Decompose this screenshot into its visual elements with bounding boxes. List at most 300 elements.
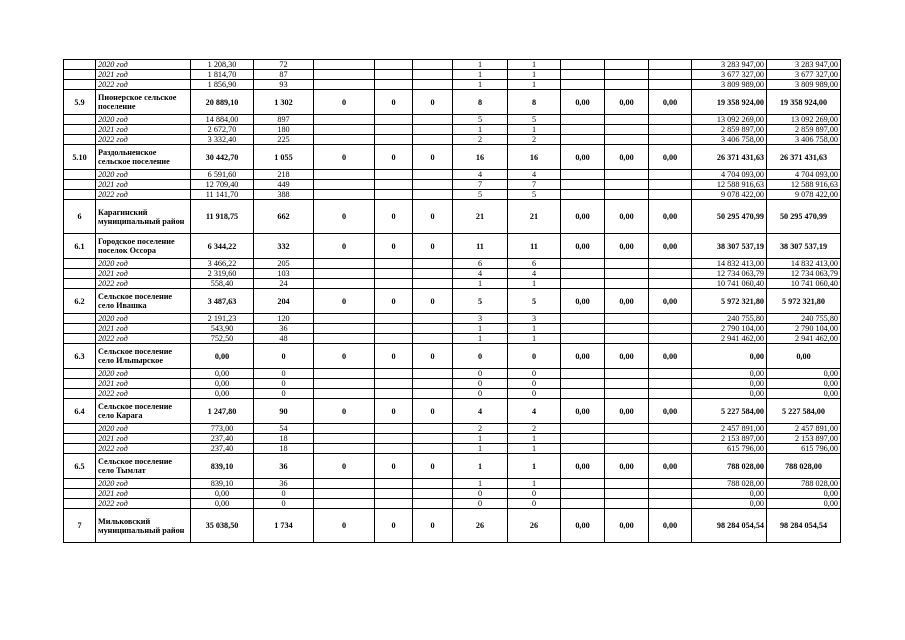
count-b-value: 16	[508, 145, 561, 170]
row-name: 2020 год	[96, 314, 191, 324]
col-7-value	[413, 334, 453, 344]
area-value: 0,00	[191, 389, 254, 399]
amount-a-value	[561, 389, 605, 399]
amount-a-value: 0,00	[561, 90, 605, 115]
area-value: 237,40	[191, 434, 254, 444]
col-7-value	[413, 70, 453, 80]
amount-b-value: 0,00	[605, 145, 649, 170]
amount-c-value	[649, 115, 692, 125]
count-b-value: 0	[508, 344, 561, 369]
population-value: 87	[254, 70, 314, 80]
col-7-value	[413, 190, 453, 200]
total-a-value: 2 790 104,00	[692, 324, 767, 334]
total-b-value: 5 972 321,80	[767, 289, 841, 314]
col-6-value	[375, 279, 413, 289]
count-b-value: 1	[508, 125, 561, 135]
total-b-value: 3 809 989,00	[767, 80, 841, 90]
area-value: 237,40	[191, 444, 254, 454]
col-6-value	[375, 70, 413, 80]
col-6-value	[375, 60, 413, 70]
row-number	[64, 279, 96, 289]
row-name: 2022 год	[96, 190, 191, 200]
total-a-value: 788 028,00	[692, 454, 767, 479]
amount-a-value	[561, 125, 605, 135]
area-value: 14 884,00	[191, 115, 254, 125]
count-b-value: 0	[508, 369, 561, 379]
population-value: 18	[254, 434, 314, 444]
col-6-value: 0	[375, 509, 413, 543]
total-b-value: 98 284 054,54	[767, 509, 841, 543]
amount-a-value: 0,00	[561, 234, 605, 259]
col-6-value	[375, 324, 413, 334]
col-7-value	[413, 125, 453, 135]
table-row-summary	[64, 234, 841, 259]
col-6-value: 0	[375, 454, 413, 479]
count-b-value: 2	[508, 135, 561, 145]
count-b-value: 0	[508, 499, 561, 509]
table-row-year	[64, 334, 841, 344]
amount-b-value	[605, 389, 649, 399]
col-5-value	[314, 389, 375, 399]
total-a-value: 615 796,00	[692, 444, 767, 454]
total-b-value: 3 283 947,00	[767, 60, 841, 70]
count-a-value: 5	[453, 115, 508, 125]
amount-a-value	[561, 444, 605, 454]
col-5-value	[314, 125, 375, 135]
area-value: 0,00	[191, 499, 254, 509]
total-b-value: 0,00	[767, 344, 841, 369]
table-row-year	[64, 60, 841, 70]
total-a-value: 0,00	[692, 489, 767, 499]
amount-b-value	[605, 379, 649, 389]
total-a-value: 788 028,00	[692, 479, 767, 489]
col-7-value: 0	[413, 509, 453, 543]
count-a-value: 2	[453, 424, 508, 434]
table-row-year	[64, 424, 841, 434]
count-b-value: 1	[508, 454, 561, 479]
amount-b-value: 0,00	[605, 344, 649, 369]
total-b-value: 9 078 422,00	[767, 190, 841, 200]
count-b-value: 4	[508, 269, 561, 279]
row-number	[64, 170, 96, 180]
total-b-value: 2 790 104,00	[767, 324, 841, 334]
row-number: 6.5	[64, 454, 96, 479]
total-a-value: 19 358 924,00	[692, 90, 767, 115]
population-value: 1 055	[254, 145, 314, 170]
col-6-value: 0	[375, 234, 413, 259]
count-b-value: 1	[508, 80, 561, 90]
amount-c-value	[649, 170, 692, 180]
row-name: 2020 год	[96, 369, 191, 379]
col-5-value: 0	[314, 90, 375, 115]
area-value: 3 487,63	[191, 289, 254, 314]
col-6-value	[375, 80, 413, 90]
amount-c-value: 0,00	[649, 454, 692, 479]
count-a-value: 7	[453, 180, 508, 190]
area-value: 773,00	[191, 424, 254, 434]
population-value: 0	[254, 499, 314, 509]
count-a-value: 6	[453, 259, 508, 269]
population-value: 332	[254, 234, 314, 259]
row-name: 2021 год	[96, 489, 191, 499]
amount-a-value	[561, 369, 605, 379]
amount-c-value	[649, 499, 692, 509]
count-a-value: 1	[453, 70, 508, 80]
col-5-value	[314, 279, 375, 289]
amount-c-value	[649, 424, 692, 434]
count-b-value: 11	[508, 234, 561, 259]
amount-c-value	[649, 180, 692, 190]
amount-a-value	[561, 334, 605, 344]
row-number	[64, 190, 96, 200]
amount-b-value	[605, 489, 649, 499]
population-value: 24	[254, 279, 314, 289]
count-a-value: 21	[453, 200, 508, 234]
amount-b-value	[605, 190, 649, 200]
col-7-value: 0	[413, 454, 453, 479]
col-5-value	[314, 180, 375, 190]
area-value: 0,00	[191, 379, 254, 389]
table-row-year	[64, 115, 841, 125]
total-b-value: 2 457 891,00	[767, 424, 841, 434]
data-table	[63, 59, 841, 543]
population-value: 103	[254, 269, 314, 279]
amount-a-value	[561, 135, 605, 145]
area-value: 3 466,22	[191, 259, 254, 269]
row-name: 2020 год	[96, 170, 191, 180]
col-5-value	[314, 489, 375, 499]
col-7-value	[413, 170, 453, 180]
total-a-value: 9 078 422,00	[692, 190, 767, 200]
area-value: 1 856,90	[191, 80, 254, 90]
total-a-value: 26 371 431,63	[692, 145, 767, 170]
total-b-value: 3 406 758,00	[767, 135, 841, 145]
amount-a-value: 0,00	[561, 145, 605, 170]
amount-b-value: 0,00	[605, 90, 649, 115]
amount-a-value	[561, 489, 605, 499]
col-7-value: 0	[413, 200, 453, 234]
count-a-value: 16	[453, 145, 508, 170]
total-b-value: 0,00	[767, 369, 841, 379]
total-b-value: 19 358 924,00	[767, 90, 841, 115]
population-value: 90	[254, 399, 314, 424]
amount-b-value	[605, 80, 649, 90]
col-6-value	[375, 135, 413, 145]
amount-b-value	[605, 170, 649, 180]
col-7-value	[413, 489, 453, 499]
col-6-value	[375, 170, 413, 180]
row-number	[64, 499, 96, 509]
amount-b-value	[605, 369, 649, 379]
count-b-value: 5	[508, 115, 561, 125]
col-5-value	[314, 369, 375, 379]
col-7-value	[413, 479, 453, 489]
count-b-value: 1	[508, 479, 561, 489]
col-6-value: 0	[375, 145, 413, 170]
count-b-value: 2	[508, 424, 561, 434]
count-a-value: 1	[453, 444, 508, 454]
row-number: 6.4	[64, 399, 96, 424]
total-a-value: 3 406 758,00	[692, 135, 767, 145]
col-7-value	[413, 434, 453, 444]
total-a-value: 0,00	[692, 389, 767, 399]
amount-c-value: 0,00	[649, 145, 692, 170]
area-value: 543,90	[191, 324, 254, 334]
area-value: 30 442,70	[191, 145, 254, 170]
col-5-value	[314, 269, 375, 279]
col-7-value: 0	[413, 145, 453, 170]
row-name: 2021 год	[96, 379, 191, 389]
count-a-value: 0	[453, 499, 508, 509]
row-name: 2022 год	[96, 279, 191, 289]
table-row-summary	[64, 289, 841, 314]
count-b-value: 1	[508, 444, 561, 454]
row-number	[64, 434, 96, 444]
row-number	[64, 80, 96, 90]
row-number	[64, 60, 96, 70]
table-row-year	[64, 379, 841, 389]
amount-a-value	[561, 180, 605, 190]
col-5-value: 0	[314, 234, 375, 259]
amount-a-value	[561, 190, 605, 200]
amount-b-value	[605, 424, 649, 434]
row-name: 2021 год	[96, 180, 191, 190]
area-value: 558,40	[191, 279, 254, 289]
total-b-value: 0,00	[767, 499, 841, 509]
col-5-value: 0	[314, 454, 375, 479]
area-value: 752,50	[191, 334, 254, 344]
table-row-year	[64, 190, 841, 200]
col-5-value	[314, 115, 375, 125]
col-6-value	[375, 190, 413, 200]
count-a-value: 1	[453, 434, 508, 444]
area-value: 0,00	[191, 489, 254, 499]
col-7-value: 0	[413, 344, 453, 369]
total-b-value: 0,00	[767, 489, 841, 499]
amount-a-value	[561, 170, 605, 180]
count-a-value: 11	[453, 234, 508, 259]
row-number	[64, 489, 96, 499]
count-b-value: 1	[508, 60, 561, 70]
row-name: Сельское поселение село Тымлат	[96, 454, 191, 479]
row-name: Карагинский муниципальный район	[96, 200, 191, 234]
count-b-value: 26	[508, 509, 561, 543]
row-name: 2022 год	[96, 135, 191, 145]
area-value: 3 332,40	[191, 135, 254, 145]
total-b-value: 615 796,00	[767, 444, 841, 454]
col-7-value	[413, 115, 453, 125]
total-a-value: 38 307 537,19	[692, 234, 767, 259]
population-value: 36	[254, 324, 314, 334]
population-value: 120	[254, 314, 314, 324]
population-value: 218	[254, 170, 314, 180]
population-value: 0	[254, 344, 314, 369]
amount-a-value	[561, 269, 605, 279]
count-b-value: 6	[508, 259, 561, 269]
amount-c-value: 0,00	[649, 289, 692, 314]
population-value: 0	[254, 369, 314, 379]
amount-a-value: 0,00	[561, 289, 605, 314]
col-5-value	[314, 314, 375, 324]
population-value: 0	[254, 489, 314, 499]
area-value: 1 208,30	[191, 60, 254, 70]
population-value: 18	[254, 444, 314, 454]
count-a-value: 1	[453, 60, 508, 70]
amount-c-value	[649, 259, 692, 269]
population-value: 36	[254, 479, 314, 489]
amount-c-value	[649, 489, 692, 499]
amount-a-value	[561, 424, 605, 434]
count-a-value: 0	[453, 389, 508, 399]
row-name: 2022 год	[96, 80, 191, 90]
amount-a-value	[561, 499, 605, 509]
amount-c-value	[649, 334, 692, 344]
total-a-value: 0,00	[692, 344, 767, 369]
amount-b-value	[605, 115, 649, 125]
col-6-value	[375, 259, 413, 269]
count-b-value: 1	[508, 434, 561, 444]
count-b-value: 1	[508, 324, 561, 334]
count-b-value: 1	[508, 279, 561, 289]
area-value: 11 918,75	[191, 200, 254, 234]
col-6-value	[375, 115, 413, 125]
amount-c-value	[649, 369, 692, 379]
total-b-value: 788 028,00	[767, 454, 841, 479]
amount-b-value: 0,00	[605, 200, 649, 234]
amount-c-value	[649, 80, 692, 90]
total-a-value: 10 741 060,40	[692, 279, 767, 289]
total-a-value: 0,00	[692, 499, 767, 509]
col-6-value	[375, 444, 413, 454]
amount-b-value: 0,00	[605, 234, 649, 259]
amount-a-value	[561, 379, 605, 389]
count-a-value: 4	[453, 399, 508, 424]
count-a-value: 5	[453, 190, 508, 200]
table-row-year	[64, 180, 841, 190]
table-body	[64, 60, 841, 543]
row-number	[64, 369, 96, 379]
amount-b-value	[605, 259, 649, 269]
population-value: 205	[254, 259, 314, 269]
amount-b-value	[605, 279, 649, 289]
row-number: 6.2	[64, 289, 96, 314]
total-a-value: 3 283 947,00	[692, 60, 767, 70]
count-a-value: 4	[453, 170, 508, 180]
row-name: 2021 год	[96, 125, 191, 135]
total-a-value: 14 832 413,00	[692, 259, 767, 269]
col-7-value	[413, 180, 453, 190]
col-7-value: 0	[413, 90, 453, 115]
amount-c-value	[649, 60, 692, 70]
population-value: 449	[254, 180, 314, 190]
table-row-year	[64, 434, 841, 444]
amount-b-value	[605, 479, 649, 489]
area-value: 0,00	[191, 344, 254, 369]
col-7-value	[413, 444, 453, 454]
col-7-value	[413, 314, 453, 324]
row-name: 2020 год	[96, 259, 191, 269]
table-row-summary	[64, 399, 841, 424]
table-row-year	[64, 70, 841, 80]
count-b-value: 3	[508, 314, 561, 324]
col-6-value	[375, 479, 413, 489]
table-row-year	[64, 80, 841, 90]
total-b-value: 2 153 897,00	[767, 434, 841, 444]
row-name: 2022 год	[96, 389, 191, 399]
col-5-value: 0	[314, 200, 375, 234]
amount-a-value: 0,00	[561, 344, 605, 369]
count-b-value: 21	[508, 200, 561, 234]
count-b-value: 4	[508, 399, 561, 424]
row-number	[64, 389, 96, 399]
col-5-value	[314, 190, 375, 200]
count-a-value: 26	[453, 509, 508, 543]
population-value: 204	[254, 289, 314, 314]
col-6-value	[375, 379, 413, 389]
count-b-value: 1	[508, 334, 561, 344]
table-row-year	[64, 369, 841, 379]
row-number	[64, 70, 96, 80]
row-number	[64, 269, 96, 279]
population-value: 0	[254, 389, 314, 399]
count-a-value: 0	[453, 344, 508, 369]
total-b-value: 240 755,80	[767, 314, 841, 324]
amount-c-value	[649, 444, 692, 454]
area-value: 1 814,70	[191, 70, 254, 80]
total-b-value: 14 832 413,00	[767, 259, 841, 269]
col-7-value	[413, 80, 453, 90]
population-value: 225	[254, 135, 314, 145]
col-5-value	[314, 170, 375, 180]
population-value: 36	[254, 454, 314, 479]
col-5-value	[314, 434, 375, 444]
amount-a-value	[561, 70, 605, 80]
row-number	[64, 479, 96, 489]
total-b-value: 50 295 470,99	[767, 200, 841, 234]
amount-c-value	[649, 389, 692, 399]
amount-c-value	[649, 279, 692, 289]
count-a-value: 0	[453, 379, 508, 389]
amount-b-value	[605, 334, 649, 344]
col-7-value	[413, 60, 453, 70]
count-a-value: 1	[453, 279, 508, 289]
col-5-value	[314, 444, 375, 454]
row-name: 2021 год	[96, 434, 191, 444]
area-value: 839,10	[191, 479, 254, 489]
population-value: 0	[254, 379, 314, 389]
total-a-value: 13 092 269,00	[692, 115, 767, 125]
total-a-value: 5 972 321,80	[692, 289, 767, 314]
col-6-value	[375, 424, 413, 434]
total-a-value: 4 704 093,00	[692, 170, 767, 180]
row-name: 2020 год	[96, 424, 191, 434]
col-5-value: 0	[314, 289, 375, 314]
area-value: 20 889,10	[191, 90, 254, 115]
col-7-value: 0	[413, 399, 453, 424]
col-6-value	[375, 125, 413, 135]
col-7-value	[413, 369, 453, 379]
col-5-value	[314, 60, 375, 70]
total-b-value: 2 859 897,00	[767, 125, 841, 135]
col-6-value: 0	[375, 90, 413, 115]
area-value: 11 141,70	[191, 190, 254, 200]
population-value: 180	[254, 125, 314, 135]
amount-b-value: 0,00	[605, 289, 649, 314]
amount-a-value: 0,00	[561, 454, 605, 479]
population-value: 72	[254, 60, 314, 70]
count-b-value: 5	[508, 289, 561, 314]
row-name: Сельское поселение село Ивашка	[96, 289, 191, 314]
